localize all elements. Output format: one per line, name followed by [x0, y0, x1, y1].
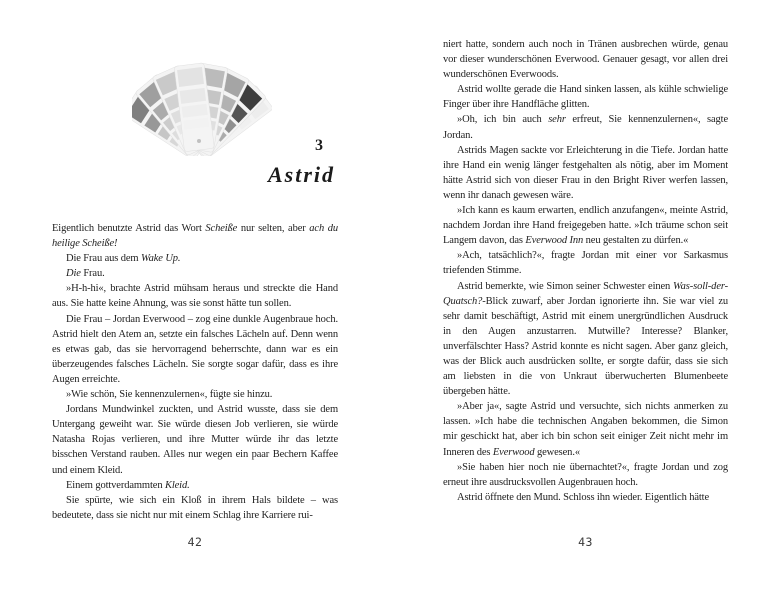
right-book-page [443, 0, 728, 600]
paragraph: Astrid öffnete den Mund. Schloss ihn wieder. Eigentlich hätte [457, 491, 710, 503]
paragraph: Astrid wollte gerade die Hand sinken lassen, als kühle schwielige Finger über ihre Handfläche glitten. [443, 84, 728, 111]
paragraph: Sie spürte, wie sich ein Kloß in ihrem Hals bildete – was bedeutete, dass sie nicht nur mit einem Schlag ihre Karriere rui- [52, 494, 338, 521]
paragraph: »Aber ja«, sagte Astrid und versuchte, sich nichts anmerken zu lassen. »Ich habe die technischen Angaben bekommen, die Simon mir geschickt hat, aber ich bin schon seit einiger Zeit nicht mehr im Inneren des Everwood gewesen.« [443, 401, 728, 458]
left-page-number: 42 [187, 535, 203, 549]
paragraph: niert hatte, sondern auch noch in Tränen ausbrechen würde, genau vor dieser wunderschönen Everwood. Genauer gesagt, vor allen drei wunderschönen Everwoods. [443, 39, 728, 81]
paragraph: »H-h-hi«, brachte Astrid mühsam heraus und streckte die Hand aus. Sie hatte keine Ahnung, was sie sonst hätte tun sollen. [52, 283, 338, 310]
paragraph: Die Frau – Jordan Everwood – zog eine dunkle Augenbraue hoch. Astrid hielt den Atem an, setzte ein falsches Lächeln auf. Denn wenn es etwas gab, das sie hervorragend beherrschte, dann war es ein überzeugendes falsches Lächeln. Sie sorgte sogar dafür, dass es ihre Augen erreichte. [52, 313, 338, 385]
paragraph: Astrid bemerkte, wie Simon seiner Schwester einen Was-soll-der-Quatsch?-Blick zuwarf, aber Jordan ignorierte ihn. Sie war viel zu sehr damit beschäftigt, Astrid mit einem unergründlichen Ausdruck in den Augen anzustarren. Mutwille? Interesse? Blanker, unverfälschter Hass? Astrid konnte es nicht sagen. Aber ganz gleich, was der Blick auch ausdrücken sollte, er sorgte dafür, dass sie sich am liebsten in die von Unkraut überwucherten Blumenbeete übergeben hätte. [443, 280, 728, 398]
right-page-body-text [443, 37, 728, 537]
paragraph: »Oh, ich bin auch sehr erfreut, Sie kennenzulernen«, sagte Jordan. [443, 114, 728, 141]
right-page-number: 43 [578, 535, 593, 549]
paragraph: »Sie haben hier noch nie übernachtet?«, fragte Jordan und zog erneut ihre ausdrucksvollen Augenbrauen hoch. [443, 461, 728, 488]
paragraph: Jordans Mundwinkel zuckten, und Astrid wusste, dass sie dem Untergang geweiht war. Sie würde diesen Job verlieren, sie würde Natasha Rojas verlieren, und ihre Mutter würde ihr das letzte bisschen Verstand rauben. Alles nur wegen ein paar Bechern Kaffee und einem Kleid. [52, 404, 338, 476]
paragraph: »Wie schön, Sie kennenzulernen«, fügte sie hinzu. [66, 389, 273, 401]
chapter-title: Astrid [267, 162, 335, 187]
paragraph: Einem gottverdammten Kleid. [66, 479, 190, 491]
paragraph: »Ach, tatsächlich?«, fragte Jordan mit einer vor Sarkasmus triefenden Stimme. [443, 250, 728, 277]
paragraph: Die Frau aus dem Wake Up. [66, 253, 181, 265]
left-page-body-text [52, 221, 338, 533]
chapter-heading [52, 137, 338, 187]
paragraph: Die Frau. [66, 268, 105, 280]
chapter-number: 3 [315, 137, 323, 154]
left-book-page [52, 0, 338, 600]
paragraph: »Ich kann es kaum erwarten, endlich anzufangen«, meinte Astrid, nachdem Jordan ihre Hand freigegeben hatte. »Ich träume schon seit Langem davon, das Everwood Inn neu gestalten zu dürfen.« [443, 205, 728, 247]
paragraph: Astrids Magen sackte vor Erleichterung in die Tiefe. Jordan hatte ihre Hand ein wenig länger festgehalten als nötig, aber im Moment hätte Astrid sich von dieser Frau in den Bright River werfen lassen, wenn ihr danach gewesen wäre. [443, 144, 728, 201]
paragraph: Eigentlich benutzte Astrid das Wort Scheiße nur selten, aber ach du heilige Scheiße! [52, 223, 338, 250]
